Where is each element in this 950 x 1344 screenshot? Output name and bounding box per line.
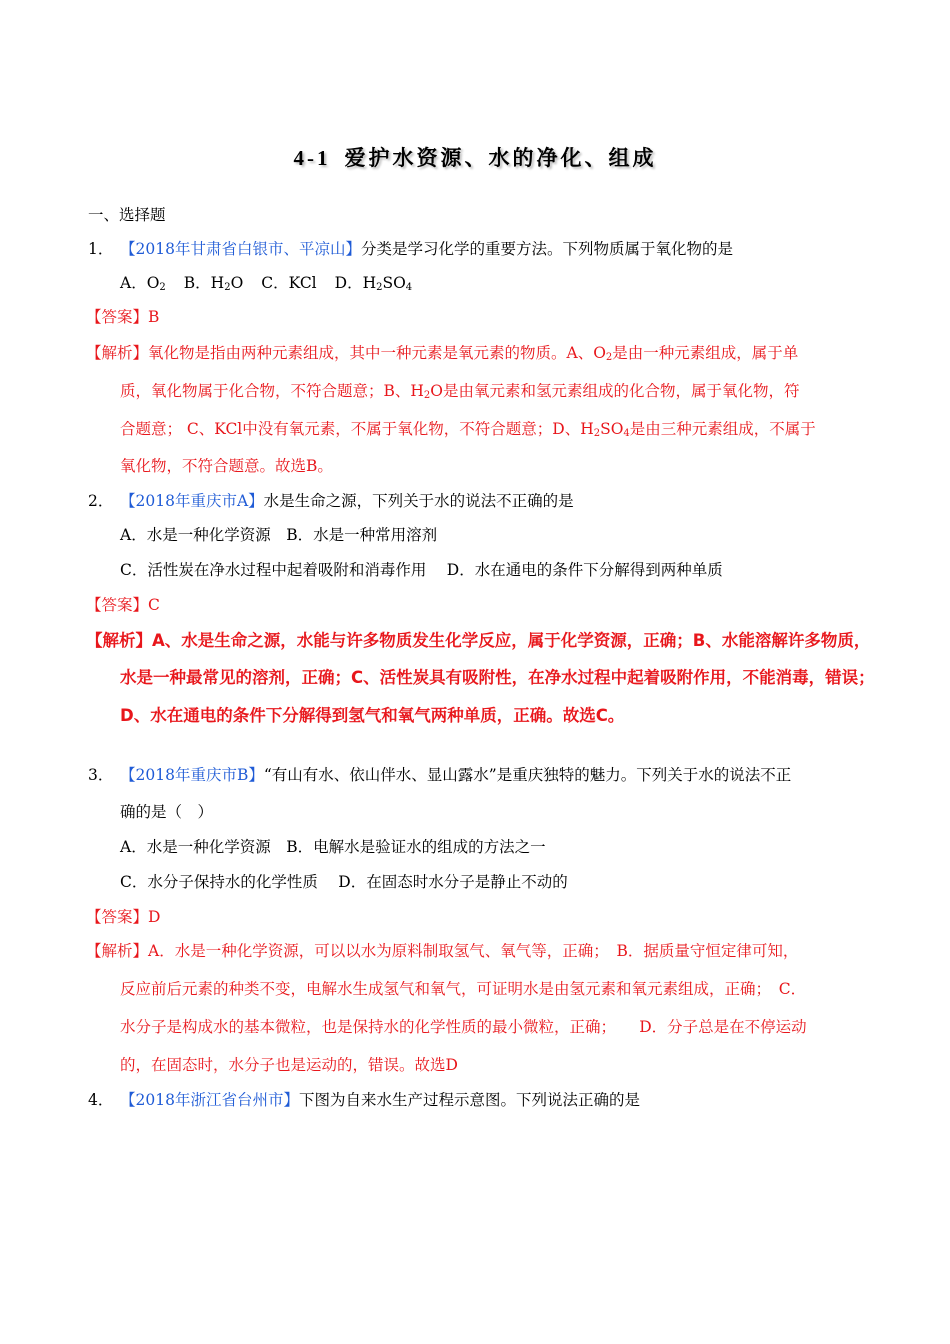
explanation-1-line-4: 氧化物，不符合题意。故选B。 [120, 457, 333, 475]
question-number: 3． [88, 766, 114, 784]
answer-3: 【答案】D [86, 908, 161, 926]
explanation-1-line-3: 合题意； C、KCl中没有氧元素，不属于氧化物，不符合题意；D、$H_2SO_4$是由三种元素组成，不属于 [120, 420, 816, 439]
question-3-stem-line-2: 确的是（ ） [120, 803, 214, 821]
option-c: C．KCl [261, 274, 317, 292]
question-stem: “有山有水、依山伴水、显山露水”是重庆独特的魅力。下列关于水的说法不正 [263, 766, 792, 784]
explanation-2-line-3: D、水在通电的条件下分解得到氢气和氧气两种单质，正确。故选C。 [120, 706, 625, 725]
explanation-3-line-1: 【解析】A．水是一种化学资源，可以以水为原料制取氢气、氧气等，正确； B．据质量守恒定律可知， [86, 942, 799, 960]
page-title [0, 142, 950, 172]
answer-2: 【答案】C [86, 596, 160, 614]
question-number: 4． [88, 1091, 114, 1109]
question-source: 【2018年重庆市A】 [120, 492, 264, 510]
explanation-3-line-3: 水分子是构成水的基本微粒，也是保持水的化学性质的最小微粒，正确； D．分子总是在不停运动 [120, 1018, 807, 1036]
question-2 [88, 491, 574, 511]
explanation-1-line-2: 质，氧化物属于化合物，不符合题意；B、$H_2O$是由氧元素和氢元素组成的化合物，属于氧化物，符 [120, 382, 800, 401]
question-1-options [120, 273, 412, 298]
question-number: 2． [88, 492, 114, 510]
question-stem: 分类是学习化学的重要方法。下列物质属于氧化物的是 [360, 240, 733, 258]
question-3 [88, 765, 791, 785]
question-source: 【2018年浙江省台州市】 [120, 1091, 299, 1109]
question-1 [88, 239, 733, 259]
section-heading: 一、选择题 [88, 206, 166, 224]
question-3-options-row-2: C．水分子保持水的化学性质 D．在固态时水分子是静止不动的 [120, 873, 568, 891]
question-number: 1． [88, 240, 114, 258]
title-text: 爱护水资源、水的净化、组成 [344, 145, 657, 170]
answer-1: 【答案】B [86, 308, 160, 326]
explanation-2-line-1: 【解析】A、水是生命之源，水能与许多物质发生化学反应，属于化学资源，正确；B、水能溶解许多物质， [86, 631, 871, 650]
question-stem: 下图为自来水生产过程示意图。下列说法正确的是 [298, 1091, 640, 1109]
option-b: B．$H_2O$ [183, 274, 244, 293]
explanation-1-line-1: 【解析】氧化物是指由两种元素组成，其中一种元素是氧元素的物质。A、$O_2$是由一种元素组成，属于单 [86, 344, 799, 363]
explanation-2-line-2: 水是一种最常见的溶剂，正确；C、活性炭具有吸附性，在净水过程中起着吸附作用，不能消毒，错误； [120, 668, 875, 687]
option-d: D．$H_2SO_4$ [334, 274, 413, 293]
question-2-options-row-2: C．活性炭在净水过程中起着吸附和消毒作用 D．水在通电的条件下分解得到两种单质 [120, 561, 723, 579]
question-source: 【2018年重庆市B】 [120, 766, 264, 784]
question-source: 【2018年甘肃省白银市、平凉山】 [120, 240, 361, 258]
question-3-options-row-1: A．水是一种化学资源 B．电解水是验证水的组成的方法之一 [120, 838, 546, 856]
question-stem: 水是生命之源，下列关于水的说法不正确的是 [263, 492, 574, 510]
question-4 [88, 1090, 640, 1110]
question-2-options-row-1: A．水是一种化学资源 B．水是一种常用溶剂 [120, 526, 438, 544]
explanation-3-line-4: 的，在固态时，水分子也是运动的，错误。故选D [120, 1056, 458, 1074]
title-number: 4-1 [293, 146, 331, 170]
explanation-3-line-2: 反应前后元素的种类不变，电解水生成氢气和氧气，可证明水是由氢元素和氧元素组成，正确； C． [120, 980, 807, 998]
option-a: A．$O_2$ [120, 274, 166, 293]
